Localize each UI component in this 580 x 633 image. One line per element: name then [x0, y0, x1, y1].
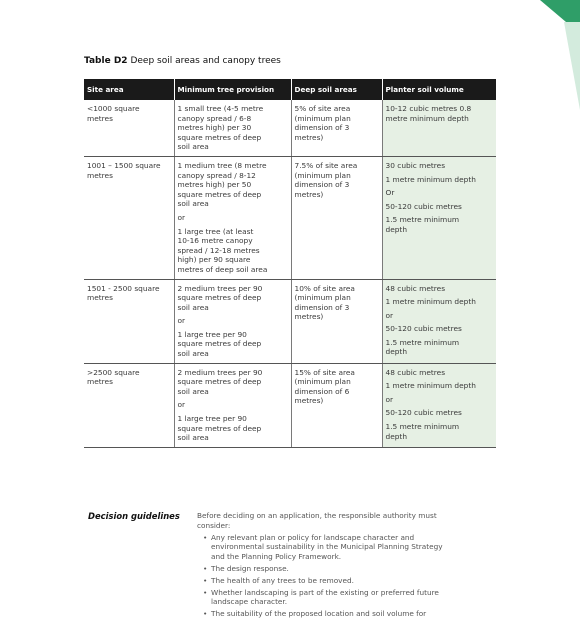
guideline-line: The design response. — [211, 563, 289, 573]
cell-line: dimension of 3 — [294, 302, 350, 312]
cell-line: or — [177, 212, 186, 222]
cell-line: 1.5 metre minimum — [385, 337, 460, 347]
table-row — [84, 100, 496, 156]
cell-line: or — [385, 394, 394, 404]
cell-paragraph — [295, 104, 379, 142]
cell-line: 1.5 metre minimum — [385, 215, 460, 225]
cell-line: 1 large tree per 90 — [177, 414, 247, 424]
guidelines-body — [197, 511, 487, 619]
cell-line: 15% of site area — [294, 367, 355, 377]
cell-line: 50-120 cubic metres — [385, 201, 462, 211]
guideline-bullet — [211, 609, 487, 619]
cell-line: 1 large tree (at least — [177, 226, 254, 236]
cell-line: metres) — [294, 189, 324, 199]
cell-line: square metres of deep — [177, 293, 262, 303]
cell-paragraph — [386, 215, 494, 234]
cell-paragraph — [178, 213, 288, 223]
cell-line: >2500 square — [87, 367, 140, 377]
cell-paragraph — [87, 161, 171, 180]
cell-tree-provision — [174, 363, 291, 447]
cell-line: 2 medium trees per 90 — [177, 283, 263, 293]
table-row — [84, 156, 496, 279]
cell-line: square metres of deep — [177, 339, 262, 349]
cell-paragraph — [178, 227, 288, 275]
cell-paragraph — [386, 368, 494, 378]
cell-line: depth — [385, 347, 408, 357]
cell-paragraph — [386, 188, 494, 198]
guideline-line: The health of any trees to be removed. — [211, 575, 354, 585]
cell-paragraph — [386, 381, 494, 391]
table-caption-text: Deep soil areas and canopy trees — [130, 56, 281, 66]
cell-paragraph — [386, 338, 494, 357]
cell-paragraph — [178, 368, 288, 397]
cell-paragraph — [295, 368, 379, 406]
cell-paragraph — [386, 311, 494, 321]
guidelines-heading: Decision guidelines — [88, 511, 180, 521]
cell-tree-provision — [174, 279, 291, 363]
cell-line: 2 medium trees per 90 — [177, 367, 263, 377]
cell-line: 10% of site area — [294, 283, 355, 293]
cell-line: or — [177, 400, 186, 410]
header-min-tree-provision: Minimum tree provision — [174, 79, 291, 100]
cell-line: metres) — [294, 396, 324, 406]
cell-line: 48 cubic metres — [385, 367, 446, 377]
guideline-line: Whether landscaping is part of the existing or preferred future — [211, 587, 439, 597]
cell-line: 7.5% of site area — [294, 160, 358, 170]
cell-line: square metres of deep — [177, 423, 262, 433]
cell-paragraph — [178, 414, 288, 443]
cell-line: 48 cubic metres — [385, 283, 446, 293]
decorative-green-shape — [530, 0, 580, 633]
cell-paragraph — [386, 395, 494, 405]
cell-line: metres high) per 30 — [177, 123, 252, 133]
guideline-line: and the Planning Policy Framework. — [211, 552, 342, 562]
cell-line: soil area — [177, 433, 209, 443]
header-planter-soil-volume: Planter soil volume — [382, 79, 496, 100]
guideline-line: landscape character. — [211, 597, 288, 607]
cell-line: 50-120 cubic metres — [385, 408, 462, 418]
deep-soil-table — [84, 79, 496, 448]
cell-paragraph — [87, 368, 171, 387]
cell-tree-provision — [174, 156, 291, 279]
cell-paragraph — [87, 104, 171, 123]
cell-line: dimension of 3 — [294, 180, 350, 190]
cell-deep-soil — [291, 100, 382, 156]
cell-paragraph — [178, 104, 288, 152]
cell-line: 1 metre minimum depth — [385, 297, 476, 307]
cell-line: Or — [385, 188, 395, 198]
cell-site-area — [84, 363, 174, 447]
cell-line: soil area — [177, 302, 209, 312]
cell-line: 30 cubic metres — [385, 160, 446, 170]
cell-paragraph — [178, 400, 288, 410]
cell-paragraph — [386, 202, 494, 212]
cell-paragraph — [386, 297, 494, 307]
cell-line: metres — [87, 377, 113, 387]
cell-line: metres — [87, 170, 113, 180]
cell-deep-soil — [291, 156, 382, 279]
cell-line: canopy spread / 6-8 — [177, 113, 252, 123]
cell-line: 1.5 metre minimum — [385, 422, 460, 432]
table-row — [84, 279, 496, 363]
cell-line: 1 metre minimum depth — [385, 381, 476, 391]
cell-line: 1 small tree (4-5 metre — [177, 104, 264, 113]
cell-line: 1501 - 2500 square — [87, 283, 160, 293]
cell-paragraph — [178, 330, 288, 359]
cell-deep-soil — [291, 363, 382, 447]
cell-line: metres high) per 50 — [177, 180, 252, 190]
cell-line: soil area — [177, 142, 209, 152]
guideline-bullet — [211, 576, 487, 586]
cell-planter-volume — [382, 279, 496, 363]
cell-line: canopy spread / 8-12 — [177, 170, 256, 180]
cell-line: metres) — [294, 132, 324, 142]
table-row — [84, 363, 496, 447]
cell-line: <1000 square — [87, 104, 140, 113]
cell-line: 1 metre minimum depth — [385, 174, 476, 184]
cell-line: 10-12 cubic metres 0.8 — [385, 104, 472, 113]
cell-line: metres) — [294, 312, 324, 322]
cell-paragraph — [386, 422, 494, 441]
cell-planter-volume — [382, 363, 496, 447]
guidelines-intro: Before deciding on an application, the responsible authority must consider: — [197, 511, 437, 530]
cell-line: (minimum plan — [294, 170, 351, 180]
cell-line: soil area — [177, 349, 209, 359]
cell-line: metre minimum depth — [385, 113, 469, 123]
cell-line: 5% of site area — [294, 104, 351, 113]
guideline-line: The suitability of the proposed location and soil volume for — [211, 609, 427, 619]
cell-line: soil area — [177, 386, 209, 396]
cell-paragraph — [386, 104, 494, 123]
cell-site-area — [84, 279, 174, 363]
table-caption-label: Table D2 — [84, 56, 128, 66]
cell-paragraph — [178, 161, 288, 209]
cell-line: 50-120 cubic metres — [385, 324, 462, 334]
header-site-area: Site area — [84, 79, 174, 100]
cell-paragraph — [178, 316, 288, 326]
cell-line: dimension of 3 — [294, 123, 350, 133]
cell-line: (minimum plan — [294, 113, 351, 123]
guideline-bullet — [211, 588, 487, 608]
cell-line: (minimum plan — [294, 293, 351, 303]
cell-line: metres of deep soil area — [177, 264, 268, 274]
cell-paragraph — [295, 284, 379, 322]
cell-site-area — [84, 100, 174, 156]
cell-line: high) per 90 square — [177, 255, 251, 265]
cell-tree-provision — [174, 100, 291, 156]
cell-line: dimension of 6 — [294, 386, 350, 396]
cell-line: spread / 12-18 metres — [177, 245, 260, 255]
cell-paragraph — [178, 284, 288, 313]
cell-line: metres — [87, 113, 113, 123]
cell-line: depth — [385, 224, 408, 234]
cell-line: 1 large tree per 90 — [177, 329, 247, 339]
guideline-bullet — [211, 533, 487, 562]
cell-line: (minimum plan — [294, 377, 351, 387]
cell-paragraph — [87, 284, 171, 303]
cell-paragraph — [386, 161, 494, 171]
guideline-line: environmental sustainability in the Municipal Planning Strategy — [211, 542, 443, 552]
cell-paragraph — [295, 161, 379, 199]
cell-paragraph — [386, 284, 494, 294]
cell-paragraph — [386, 408, 494, 418]
cell-line: soil area — [177, 199, 209, 209]
table-caption — [84, 56, 281, 66]
cell-line: square metres of deep — [177, 132, 262, 142]
cell-site-area — [84, 156, 174, 279]
cell-deep-soil — [291, 279, 382, 363]
cell-line: or — [177, 316, 186, 326]
cell-paragraph — [386, 324, 494, 334]
cell-planter-volume — [382, 156, 496, 279]
cell-line: 1 medium tree (8 metre — [177, 160, 267, 170]
cell-line: depth — [385, 431, 408, 441]
cell-line: square metres of deep — [177, 377, 262, 387]
cell-line: metres — [87, 293, 113, 303]
header-deep-soil-areas: Deep soil areas — [291, 79, 382, 100]
cell-line: square metres of deep — [177, 189, 262, 199]
guideline-line: Any relevant plan or policy for landscape character and — [211, 532, 415, 542]
cell-line: 1001 – 1500 square — [87, 160, 161, 170]
cell-paragraph — [386, 175, 494, 185]
guideline-bullet — [211, 564, 487, 574]
cell-line: 10-16 metre canopy — [177, 236, 253, 246]
table-header-row — [84, 79, 496, 100]
guidelines-list — [197, 533, 487, 619]
cell-line: or — [385, 310, 394, 320]
cell-planter-volume — [382, 100, 496, 156]
